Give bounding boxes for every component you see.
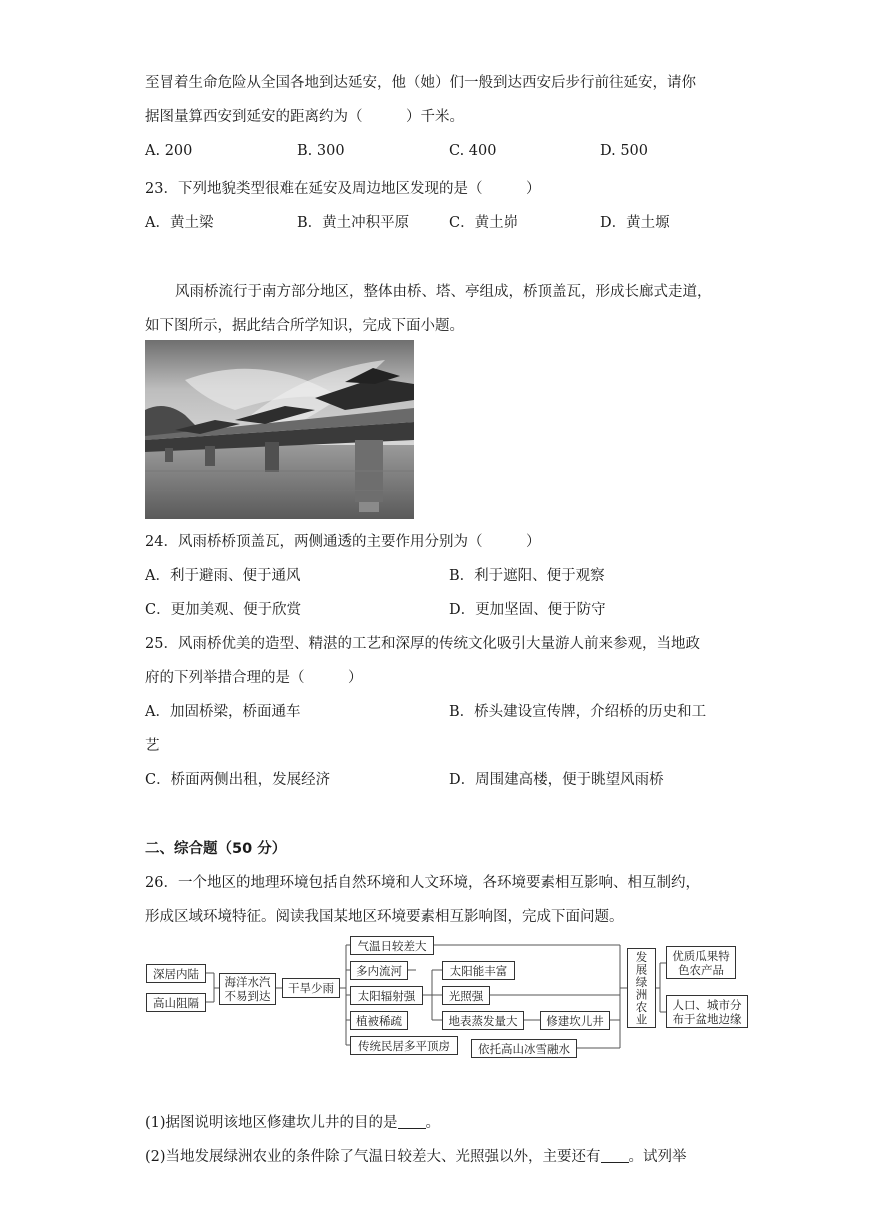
q22-line-1: 至冒着生命危险从全国各地到达延安，他（她）们一般到达西安后步行前往延安，请你 <box>145 75 696 91</box>
q25-line-2: 府的下列举措合理的是（ ） <box>145 670 363 686</box>
q23-option-c[interactable]: C．黄土峁 <box>449 215 519 231</box>
q25-option-d[interactable]: D．周围建高楼，便于眺望风雨桥 <box>449 772 664 788</box>
q26-sub2-text: (2)当地发展绿洲农业的条件除了气温日较差大、光照强以外，主要还有 <box>145 1149 601 1165</box>
box-mountain-barrier: 高山阻隔 <box>146 993 206 1012</box>
wind-rain-bridge-photo <box>145 340 414 519</box>
box-solar-energy: 太阳能丰富 <box>442 961 515 980</box>
q26-subquestion-2 <box>145 1145 687 1166</box>
q24-option-b[interactable]: B．利于遮阳、便于观察 <box>449 568 605 584</box>
box-diurnal-temp: 气温日较差大 <box>350 936 434 955</box>
q26-line-1: 26．一个地区的地理环境包括自然环境和人文环境，各环境要素相互影响、相互制约， <box>145 875 700 891</box>
q26-sub2-answer-blank[interactable] <box>601 1148 629 1163</box>
q22-option-a[interactable]: A. 200 <box>145 143 193 159</box>
section-2-heading: 二、综合题（50 分） <box>145 841 287 857</box>
q23-option-b[interactable]: B．黄土冲积平原 <box>297 215 410 231</box>
box-ocean-moisture: 海洋水汽不易到达 <box>219 973 276 1005</box>
box-snowmelt: 依托高山冰雪融水 <box>471 1039 577 1058</box>
box-oasis-agriculture: 发展绿洲农业 <box>627 948 656 1028</box>
q26-sub1-answer-blank[interactable] <box>398 1114 426 1129</box>
q23-option-a[interactable]: A．黄土梁 <box>145 215 214 231</box>
q23-option-d[interactable]: D．黄土塬 <box>600 215 670 231</box>
q22-line-2: 据图量算西安到延安的距离约为（ ）千米。 <box>145 109 464 125</box>
q24-stem: 24．风雨桥桥顶盖瓦，两侧通透的主要作用分别为（ ） <box>145 534 541 550</box>
box-quality-produce: 优质瓜果特色农产品 <box>666 946 736 979</box>
box-population-distribution: 人口、城市分布于盆地边缘 <box>666 995 748 1028</box>
box-arid: 干旱少雨 <box>282 978 340 998</box>
q22-option-c[interactable]: C. 400 <box>449 143 497 159</box>
environment-factors-diagram <box>140 930 760 1065</box>
box-inland-rivers: 多内流河 <box>350 961 408 980</box>
bridge-intro-line-2: 如下图所示，据此结合所学知识，完成下面小题。 <box>145 318 464 334</box>
q22-option-d[interactable]: D. 500 <box>600 143 649 159</box>
q25-option-c[interactable]: C．桥面两侧出租，发展经济 <box>145 772 331 788</box>
q24-option-d[interactable]: D．更加坚固、便于防守 <box>449 602 606 618</box>
box-karez: 修建坎儿井 <box>540 1011 610 1030</box>
q23-stem: 23．下列地貌类型很难在延安及周边地区发现的是（ ） <box>145 181 541 197</box>
box-deep-inland: 深居内陆 <box>146 964 206 983</box>
box-flat-roof-houses: 传统民居多平顶房 <box>350 1036 458 1055</box>
q26-line-2: 形成区域环境特征。阅读我国某地区环境要素相互影响图，完成下面问题。 <box>145 909 624 925</box>
box-sparse-vegetation: 植被稀疏 <box>350 1011 408 1030</box>
box-strong-sunlight: 光照强 <box>442 986 490 1005</box>
q26-sub1-end: 。 <box>425 1115 441 1131</box>
q25-option-b[interactable]: B．桥头建设宣传牌，介绍桥的历史和工 <box>449 704 707 720</box>
q25-line-1: 25．风雨桥优美的造型、精湛的工艺和深厚的传统文化吸引大量游人前来参观，当地政 <box>145 636 700 652</box>
box-solar-radiation: 太阳辐射强 <box>350 986 423 1005</box>
q26-subquestion-1 <box>145 1111 440 1132</box>
bridge-intro-line-1: 风雨桥流行于南方部分地区，整体由桥、塔、亭组成，桥顶盖瓦，形成长廊式走道， <box>175 284 712 300</box>
box-surface-evaporation: 地表蒸发量大 <box>442 1011 524 1030</box>
q26-sub1-text: (1)据图说明该地区修建坎儿井的目的是 <box>145 1115 398 1131</box>
q25-option-b-continuation: 艺 <box>145 738 160 754</box>
q24-option-a[interactable]: A．利于避雨、便于通风 <box>145 568 301 584</box>
q25-option-a[interactable]: A．加固桥梁，桥面通车 <box>145 704 301 720</box>
q26-sub2-end: 。试列举 <box>628 1149 687 1165</box>
q22-option-b[interactable]: B. 300 <box>297 143 345 159</box>
q24-option-c[interactable]: C．更加美观、便于欣赏 <box>145 602 302 618</box>
